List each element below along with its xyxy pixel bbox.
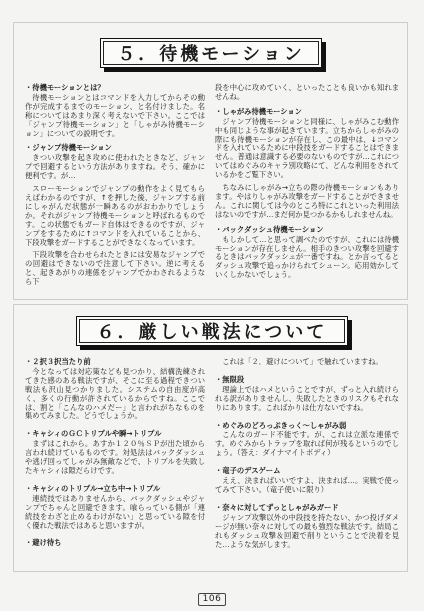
topic-mixups <box>25 358 205 421</box>
section-6-left-column <box>25 358 205 549</box>
paragraph: 待機モーションとはコマンドを入力してからその動作が完成するまでのモーション、と名付けました。名称についてはあまり深く考えないで下さい。ここでは「ジャンプ待機モーション」と「しゃがみ待機モーション」についての説明です。 <box>25 92 205 138</box>
paragraph: きつい攻撃を起き攻めに使われたときなど、ジャンプで回避するという方法がありますね。そう、確かに便利です。が… <box>25 153 205 181</box>
topic-heading: ・避け待ち <box>25 538 62 548</box>
topic-heading: ・ジャンプ待機モーション <box>25 143 112 153</box>
section-6-title-banner <box>76 316 348 346</box>
topic-heading: ・竜子のデスゲーム <box>215 466 281 476</box>
topic-cathy-triple-chain <box>25 485 205 531</box>
topic-dodge-wait <box>25 539 205 548</box>
topic-waiting-motion-intro <box>25 84 205 138</box>
paragraph: ジャンプ攻撃以外の中段技を持たない、かつ投げダメージが無い奈々に対しての最も強烈な戦法です。結局これもダッシュ攻撃＆回避で削りということで決着を見た…ような気がします。 <box>215 512 399 549</box>
topic-heading: ・バックダッシュ待機モーション <box>215 224 324 234</box>
topic-heading: ・待機モーションとは？ <box>25 83 105 92</box>
continued-paragraph-block <box>215 84 399 102</box>
paragraph: 連続技ではありませんから、バックダッシュやジャンプでちゃんと回避できます。喰らっている側が「連続技をわざと止めるわけがない」と思っている隙を付く優れた戦法ではあると思いますが。 <box>25 493 205 530</box>
topic-heading: ・キャシィのトリプル→立ち中→トリプル <box>25 483 161 493</box>
section-6-title: ６．厳しい戦法について <box>96 322 328 343</box>
topic-crouch-waiting-motion <box>215 108 399 220</box>
paragraph: ええ、決まればいいですよ、決まれば…。実戦で使ってみて下さい。（竜子使いに限り） <box>215 476 399 494</box>
paragraph: まずはこれから。あすか１２０％ＳＰが出た頃から言われ続けているものです。対処法はバックダッシュや逃げ回ってしゃがみ無敵などで、トリプルを失敗したキャシィは隙だらけです。 <box>25 439 205 475</box>
paragraph: 今となっては対応策なども見つかり、結構洗練されてきた感のある戦法ですが、そこに至る過程できつい戦法も沢山見つかりました。システムの自由度が高く、多くの行動が許されているからですね。ここでは、割と「こんなのハメだー」と言われがちなものを集めてみました。どうでしょうか。 <box>25 366 205 421</box>
section-5-right-column <box>215 84 399 280</box>
topic-backdash-waiting-motion <box>215 226 399 280</box>
topic-heading: ・しゃがみ待機モーション <box>215 106 302 116</box>
section-5-title-banner <box>100 38 322 68</box>
section-6-right-column <box>215 358 399 549</box>
section-5-title: ５．待機モーション <box>117 44 305 65</box>
topic-jump-waiting-motion <box>25 144 205 287</box>
topic-heading: ・キャシィのＧＣトリプルや瞬→トリプル <box>25 429 162 439</box>
paragraph: 理論上ではハメということですが、ずっと入れ続けられる訳がありませんし、失敗したときのリスクもそれなりにあります。こればかりは仕方ないですね。 <box>215 384 399 412</box>
topic-ryuko-death-game <box>215 467 399 495</box>
section-5-left-column <box>25 84 205 287</box>
topic-heading: ・奈々に対してずっとしゃがみガード <box>215 502 339 512</box>
paragraph: ちなみにしゃがみ→立ちの際の待機モーションもあります。やはりしゃがみ攻撃をガードすることができません。これに関しては今のところ特にこれといった利用法はないのですが…まだ何か見つかるかもしれませんね。 <box>215 183 399 219</box>
topic-heading: ・めぐみのどろっぷきっく～しゃがみ弱 <box>215 420 347 430</box>
topic-heading: ・無限段 <box>215 374 245 384</box>
topic-heading: ・２択３択当たり前 <box>25 357 91 366</box>
continued-paragraph-block <box>215 358 399 367</box>
paragraph: スローモーションでジャンプの動作をよく見てもらえばわかるのですが、↑を押した後、ジャンプする前にしゃがんだ状態が一瞬あるのがおわかりでしょうか。それがジャンプ待機モーションと呼ばれるものです。この状態でもガード自体はできるのですが、ジャンプをするために↑コマンドを入れていることから、下段攻撃をガードすることができなくなっています。 <box>25 184 205 247</box>
paragraph: こんなのガード不能です。が、これは立派な連係です。めぐみからトラップを取れば何が残るというのでしょう。（答え：ダイナマイトボディ） <box>215 430 399 458</box>
topic-megumi-dropkick <box>215 422 399 459</box>
paragraph-continuation: 段を中心に攻めていく、といったことも良いかも知れませんね。 <box>215 83 399 101</box>
paragraph: もしかして…と思って調べたのですが、これには待機モーションが存在しません。相手のきつい攻撃を回避するときはバックダッシュが一番ですね。とか言ってるとダッシュ攻撃で追っかけられてシューン。応用効かしていくしかないでしょう。 <box>215 234 399 280</box>
paragraph: 下段攻撃を合わせられたときには安易なジャンプでの回避はできないので注意して下さい。逆に考えると、起きあがりの連係をジャンプでかわされるようなら下 <box>25 250 205 287</box>
topic-infinite <box>215 376 399 413</box>
paragraph: これは「２．避けについて」で触れていますね。 <box>222 357 383 366</box>
topic-nana-crouch-guard <box>215 504 399 550</box>
topic-cathy-gc-triple <box>25 430 205 476</box>
page-number: 106 <box>198 593 226 606</box>
paragraph: ジャンプ待機モーションと同様に、しゃがみこむ動作中も同じような事が起きています。立ちからしゃがみの際にも待機モーションが存在し、この最中は、↓コマンドを入れているために中段技をガードすることはできません。普通は意識する必要のないものですが…これについてはめぐみのキャラ別攻略にて、どんな利用をされているかをご覧下さい。 <box>215 116 399 180</box>
